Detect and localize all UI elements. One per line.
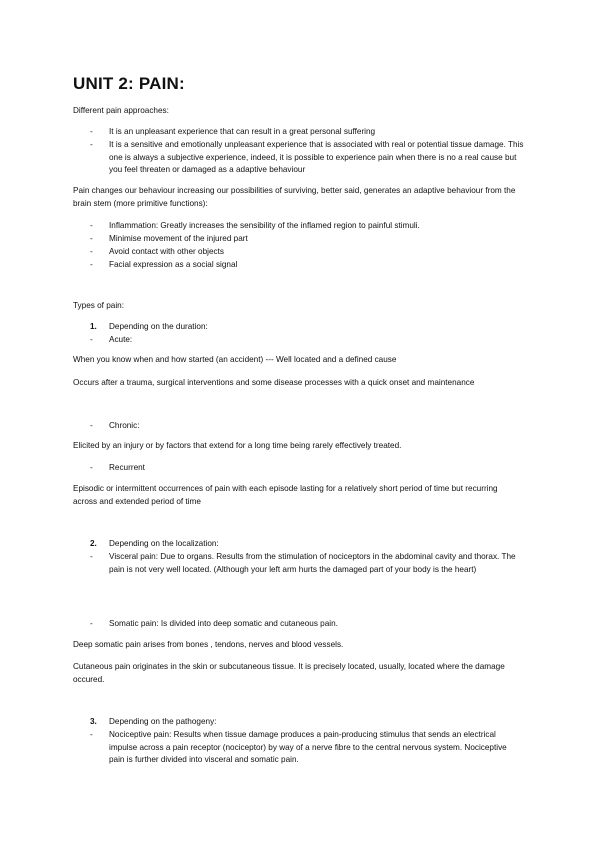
bullet-dash: - [90,247,93,256]
behaviour-item-3: Avoid contact with other objects [109,247,224,256]
visceral-item: Visceral pain: Due to organs. Results from the stimulation of nociceptors in the abdominal cavity and thorax. The pain is not very well located. (Although your left arm hurts the damaged part of your body is the heart) [109,552,516,574]
behaviour-item-1: Inflammation: Greatly increases the sensibility of the inflamed region to painful stimuli. [109,221,420,230]
chronic-paragraph: Elicited by an injury or by factors that extend for a long time being rarely effectively treated. [73,441,402,450]
acute-label: Acute: [109,335,133,344]
bullet-dash: - [90,127,93,136]
section-3-label: Depending on the pathogeny: [109,717,217,726]
section-number-3: 3. [90,717,97,726]
approaches-heading: Different pain approaches: [73,106,169,115]
section-number-1: 1. [90,322,97,331]
bullet-dash: - [90,260,93,269]
behaviour-paragraph: Pain changes our behaviour increasing our possibilities of surviving, better said, generates an adaptive behaviour from the brain stem (more primitive functions): [73,186,516,208]
nociceptive-item: Nociceptive pain: Results when tissue damage produces a pain-producing stimulus that sends an electrical impulse across a pain receptor (nociceptor) by way of a nerve fibre to the central nervous system. Nociceptive pain is further divided into visceral and somatic pain. [109,730,507,764]
bullet-dash: - [90,335,93,344]
bullet-dash: - [90,552,93,561]
recurrent-paragraph: Episodic or intermittent occurrences of pain with each episode lasting for a relatively short period of time but recurring across and extended period of time [73,484,498,506]
chronic-label: Chronic: [109,421,140,430]
section-number-2: 2. [90,539,97,548]
deep-somatic-paragraph: Deep somatic pain arises from bones , tendons, nerves and blood vessels. [73,640,344,649]
section-2-label: Depending on the localization: [109,539,219,548]
cutaneous-paragraph: Cutaneous pain originates in the skin or subcutaneous tissue. It is precisely located, usually, located where the damage occured. [73,662,505,684]
somatic-item: Somatic pain: Is divided into deep somatic and cutaneous pain. [109,619,338,628]
behaviour-item-2: Minimise movement of the injured part [109,234,248,243]
bullet-dash: - [90,421,93,430]
acute-paragraph-2: Occurs after a trauma, surgical interventions and some disease processes with a quick onset and maintenance [73,378,475,387]
recurrent-label: Recurrent [109,463,145,472]
acute-paragraph-1: When you know when and how started (an accident) --- Well located and a defined cause [73,355,397,364]
bullet-dash: - [90,730,93,739]
types-heading: Types of pain: [73,301,124,310]
bullet-dash: - [90,234,93,243]
section-1-label: Depending on the duration: [109,322,208,331]
behaviour-item-4: Facial expression as a social signal [109,260,238,269]
bullet-dash: - [90,463,93,472]
bullet-dash: - [90,221,93,230]
page-title: UNIT 2: PAIN: [73,74,185,93]
bullet-dash: - [90,619,93,628]
approach-item-1: It is an unpleasant experience that can result in a great personal suffering [109,127,376,136]
bullet-dash: - [90,140,93,149]
approach-item-2: It is a sensitive and emotionally unpleasant experience that is associated with real or potential tissue damage. This one is always a subjective experience, indeed, it is possible to experience pain when there is no a real cause but you feel threaten or damaged as a adaptive behaviour [109,140,524,174]
